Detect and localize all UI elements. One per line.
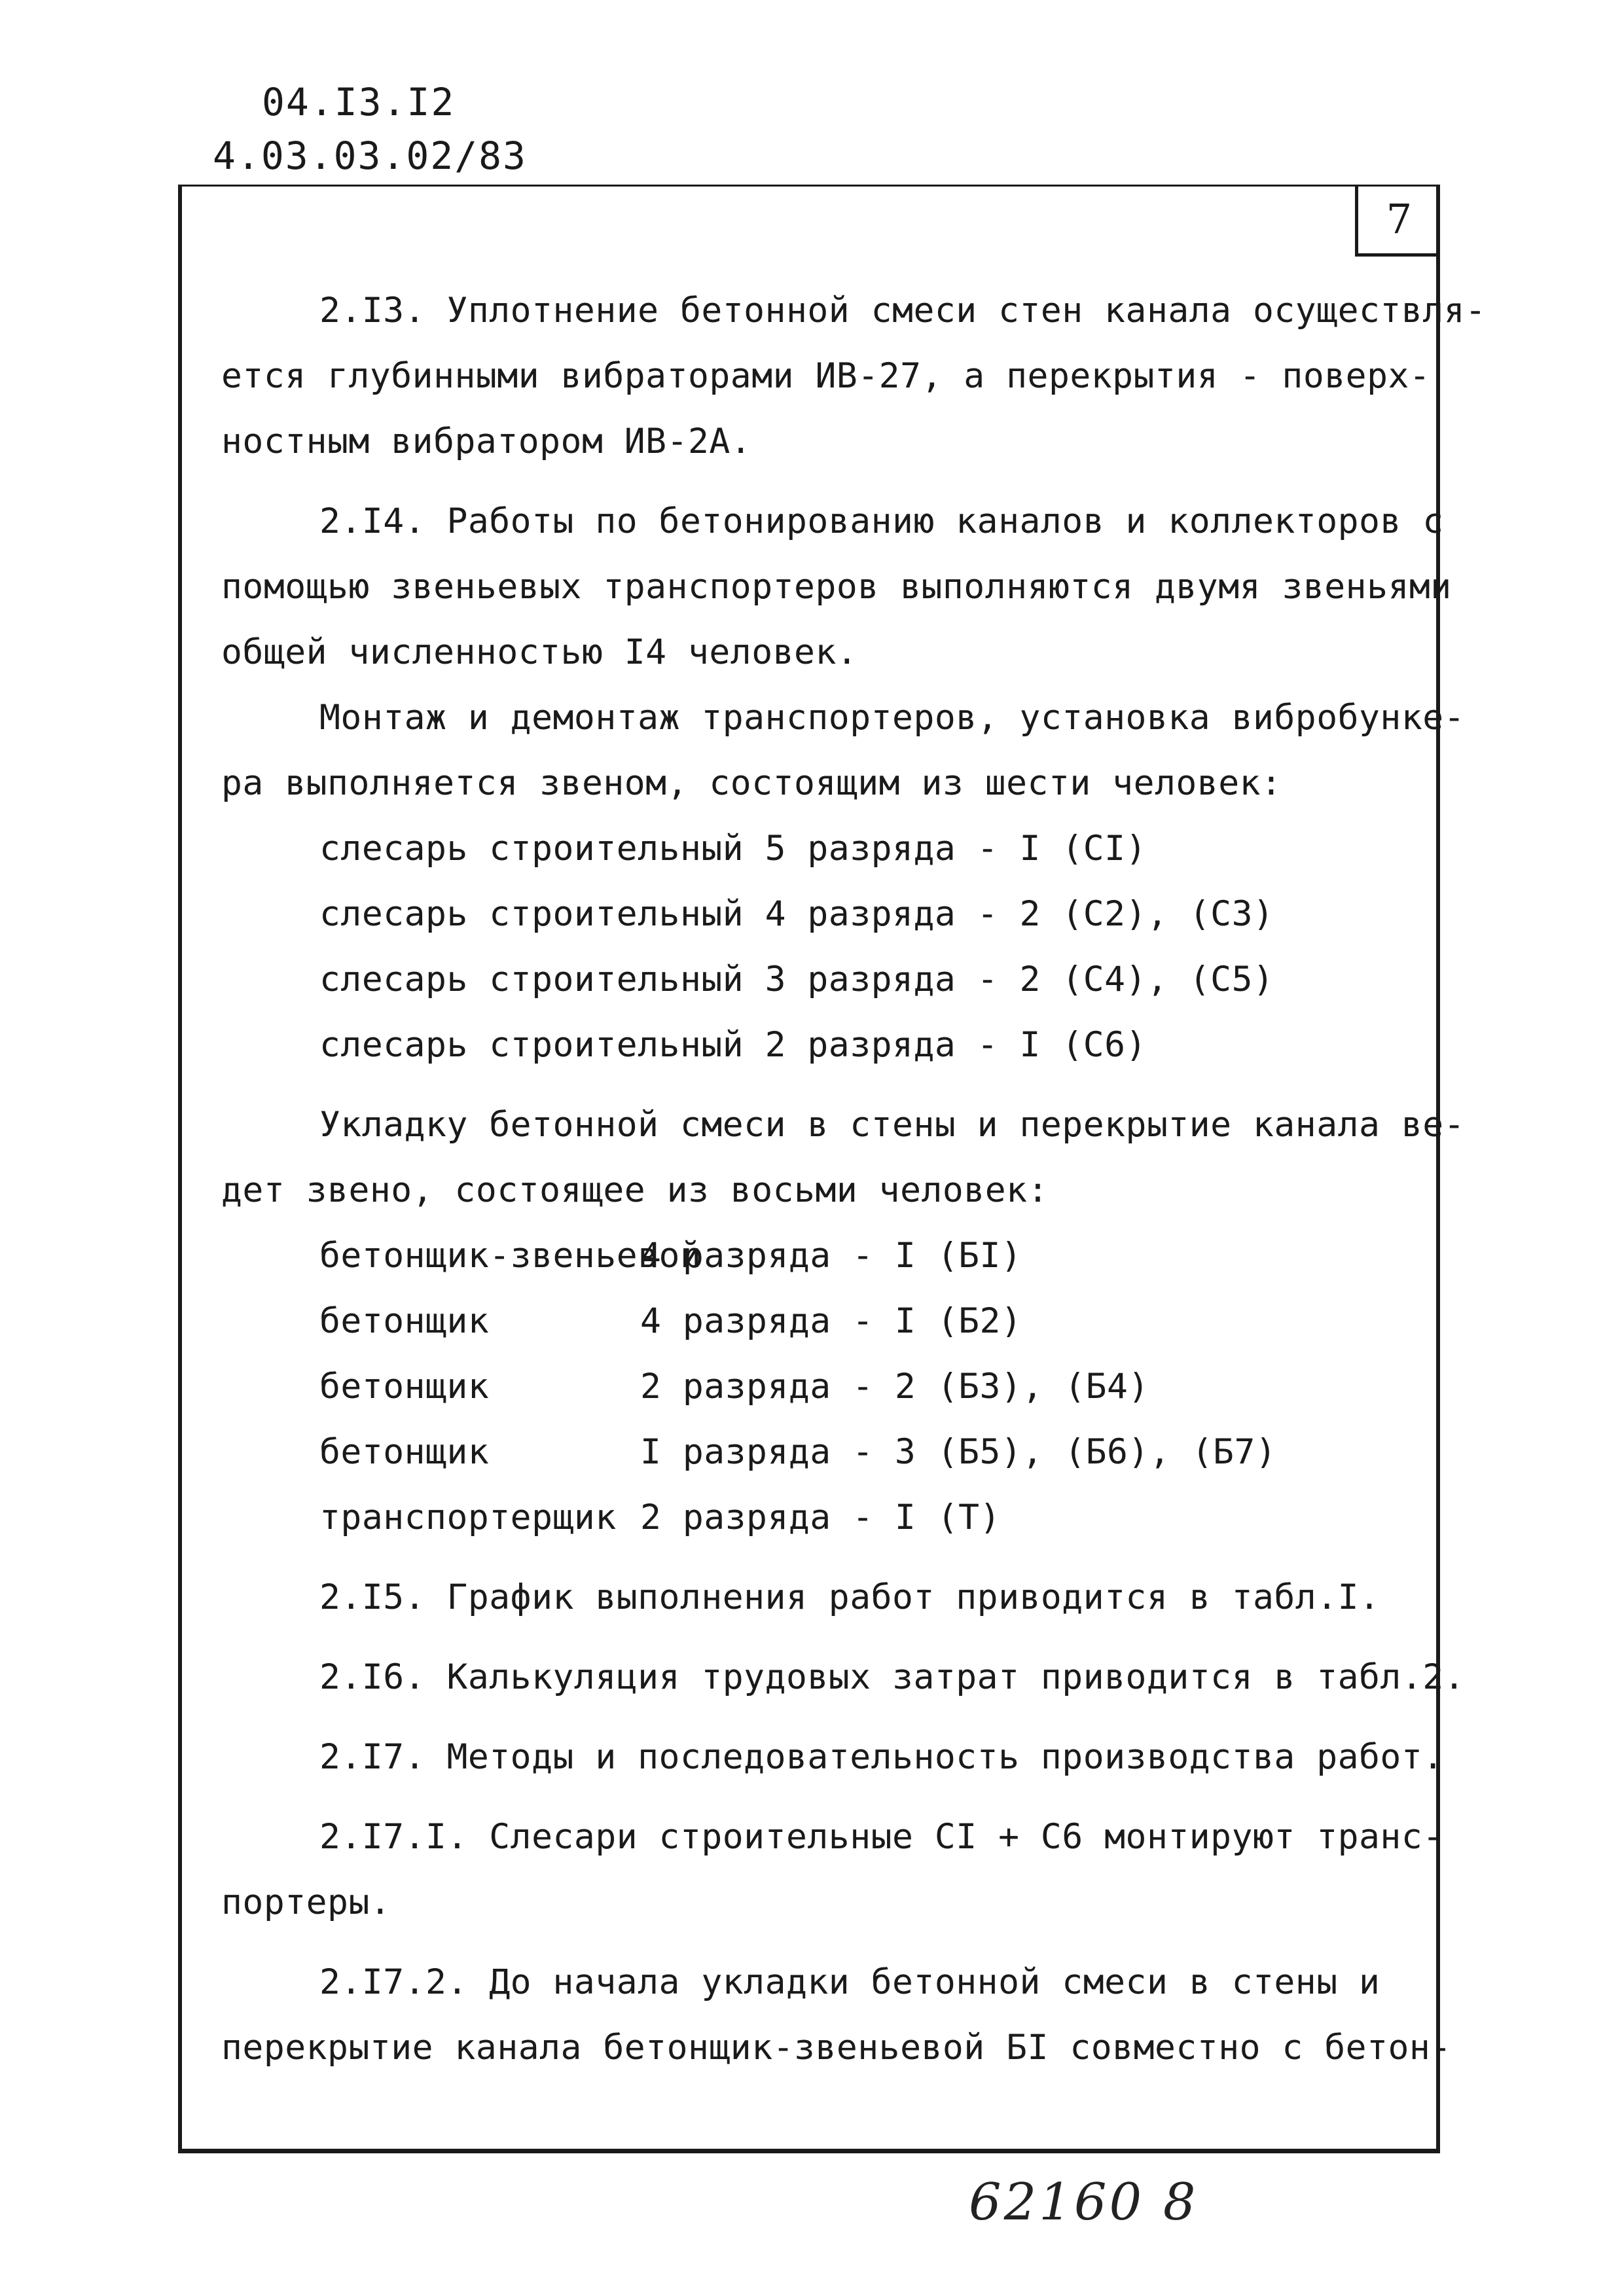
paragraph-2-17-1-line-2: портеры. bbox=[221, 1882, 391, 1922]
paragraph-2-14-line-2: помощью звеньевых транспортеров выполняются двумя звеньями bbox=[221, 567, 1452, 607]
document-code bbox=[213, 75, 527, 183]
document-code-line-2: 4.03.03.02/83 bbox=[213, 134, 527, 178]
paragraph-2-17-1-line-1: 2.I7.I. Слесари строительные CI + C6 монтируют транс- bbox=[319, 1817, 1444, 1857]
crew2-detail: 2 разряда - I (Т) bbox=[640, 1498, 1001, 1537]
paragraph-concrete-line-2: дет звено, состоящее из восьми человек: bbox=[221, 1170, 1049, 1210]
crew2-detail: 4 разряда - I (Б2) bbox=[640, 1301, 1022, 1341]
crew2-role: бетонщик bbox=[319, 1301, 490, 1341]
paragraph-2-17-2-line-1: 2.I7.2. До начала укладки бетонной смеси в стены и bbox=[319, 1962, 1380, 2002]
crew2-row bbox=[221, 1420, 1419, 1485]
paragraph-2-13-line-2: ется глубинными вибраторами ИВ-27, а перекрытия - поверх- bbox=[221, 356, 1431, 396]
crew2-role: транспортерщик bbox=[319, 1498, 617, 1537]
paragraph-2-17-2-line-2: перекрытие канала бетонщик-звеньевой БI совместно с бетон- bbox=[221, 2028, 1452, 2068]
paragraph-installation-line-1: Монтаж и демонтаж транспортеров, установка вибробунке- bbox=[319, 698, 1466, 738]
page-number: 7 bbox=[1355, 185, 1440, 257]
crew2-row bbox=[221, 1485, 1419, 1551]
crew2-row bbox=[221, 1223, 1419, 1289]
crew2-row bbox=[221, 1354, 1419, 1420]
paragraph-2-16: 2.I6. Калькуляция трудовых затрат приводится в табл.2. bbox=[319, 1657, 1466, 1697]
crew2-detail: I разряда - 3 (Б5), (Б6), (Б7) bbox=[640, 1432, 1277, 1472]
paragraph-2-14-line-3: общей численностью I4 человек. bbox=[221, 632, 858, 672]
paragraph-2-17: 2.I7. Методы и последовательность производства работ. bbox=[319, 1737, 1444, 1777]
paragraph-2-13-line-1: 2.I3. Уплотнение бетонной смеси стен канала осуществля- bbox=[319, 291, 1487, 331]
paragraph-2-15: 2.I5. График выполнения работ приводится в табл.I. bbox=[319, 1577, 1380, 1617]
crew2-role: бетонщик bbox=[319, 1367, 490, 1407]
crew2-role: бетонщик-звеньевой bbox=[319, 1236, 702, 1276]
paragraph-2-14-line-1: 2.I4. Работы по бетонированию каналов и коллекторов с bbox=[319, 501, 1444, 541]
handwritten-note: 62160 8 bbox=[969, 2173, 1199, 2232]
crew2-role: бетонщик bbox=[319, 1432, 490, 1472]
document-body bbox=[221, 278, 1487, 2081]
crew2-detail: 4 разряда - I (БI) bbox=[640, 1236, 1022, 1276]
crew2-detail: 2 разряда - 2 (Б3), (Б4) bbox=[640, 1367, 1149, 1407]
crew1-item: слесарь строительный 4 разряда - 2 (C2), (C3) bbox=[319, 894, 1274, 934]
paragraph-2-13-line-3: ностным вибратором ИВ-2А. bbox=[221, 422, 752, 461]
crew2-row bbox=[221, 1289, 1419, 1354]
document-code-line-1: 04.I3.I2 bbox=[262, 80, 456, 124]
crew1-item: слесарь строительный 2 разряда - I (C6) bbox=[319, 1025, 1147, 1065]
paragraph-installation-line-2: ра выполняется звеном, состоящим из шести человек: bbox=[221, 763, 1282, 803]
paragraph-concrete-line-1: Укладку бетонной смеси в стены и перекрытие канала ве- bbox=[319, 1105, 1466, 1145]
crew1-item: слесарь строительный 3 разряда - 2 (C4), (C5) bbox=[319, 960, 1274, 999]
crew1-item: слесарь строительный 5 разряда - I (CI) bbox=[319, 829, 1147, 869]
